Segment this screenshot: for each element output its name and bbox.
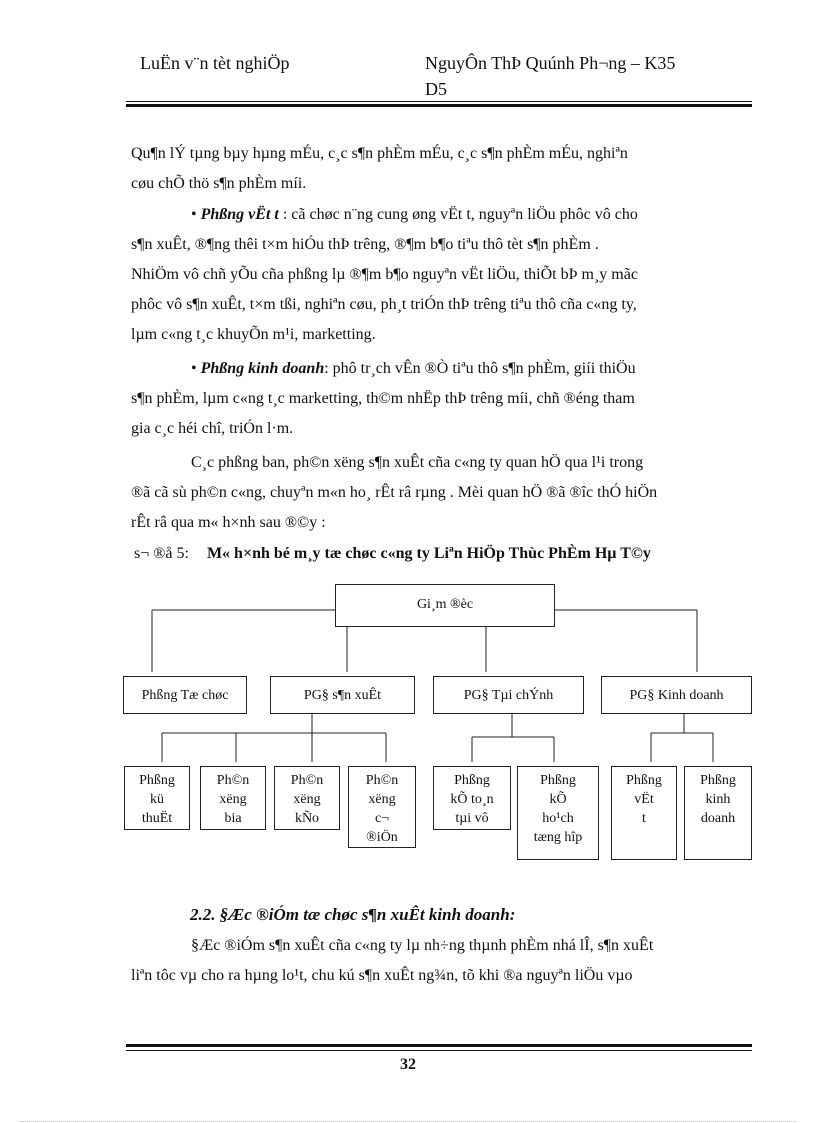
node-text: thuËt [141,811,173,826]
node-workshop-candy [274,766,340,830]
node-dept-planning [517,766,599,860]
p4-line1: C¸c phßng ban, ph©n xëng s¶n xuÊt cña c«ng ty quan hÖ qua l¹i trong [191,454,644,471]
header-class: D5 [425,79,447,99]
section-heading: 2.2. §Æc ®iÓm tæ chøc s¶n xuÊt kinh doanh: [190,905,516,924]
node-text: tµi vô [455,811,489,826]
header-title-left: LuËn v¨n tèt nghiÖp [140,53,290,73]
node-vp-finance: PG§ Tµi chÝnh [433,676,584,714]
p3-line2: s¶n phÈm, lµm c«ng t¸c marketting, th©m nhËp thÞ trêng míi, chñ ®éng tham [131,390,635,407]
node-text: kÕ [549,792,567,807]
p3-label: Phßng kinh doanh [200,360,325,377]
node-workshop-beer [200,766,266,830]
node-text: Phßng [454,773,490,788]
footer-rule-thin [126,1050,752,1051]
p4-line2: ®ã cã sù ph©n c«ng, chuyªn m«n ho¸ rÊt râ rµng . Mèi quan hÖ ®ã ®îc thÓ hiÖn [131,484,658,501]
bullet-icon: • [191,206,197,223]
p2-label: Phßng vËt t [200,206,279,223]
node-text: Phßng [700,773,736,788]
node-text: kÑo [294,811,320,826]
section-line1: §Æc ®iÓm s¶n xuÊt cña c«ng ty lµ nh÷ng thµnh phÈm nhá lÎ, s¶n xuÊt [191,937,654,954]
page-bottom-divider [20,1121,796,1122]
p1-line1: Qu¶n lÝ tµng bµy hµng mÉu, c¸c s¶n phÈm mÉu, c¸c s¶n phÈm mÉu, nghiªn [131,145,628,162]
node-vp-business: PG§ Kinh doanh [601,676,752,714]
caption-prefix: s¬ ®å 5: [134,545,189,562]
node-text: Phßng [139,773,175,788]
node-text: Ph©n [216,773,250,788]
node-text: ®iÖn [366,830,398,845]
node-dept-accounting [433,766,511,830]
node-dept-business [684,766,752,860]
page-number: 32 [400,1056,416,1073]
node-text: doanh [700,811,736,826]
node-text: xëng [293,792,321,807]
node-text: ho¹ch [542,811,574,826]
node-text: Ph©n [290,773,324,788]
section-paragraph [131,931,741,991]
p2-line1-text: : cã chøc n¨ng cung øng vËt t, nguyªn liÖu phôc vô cho [278,206,638,223]
bullet-icon: • [191,360,197,377]
node-text: Phßng [540,773,576,788]
p2-line5: lµm c«ng t¸c khuyÕn m¹i, marketting. [131,326,376,343]
p3-line1-text: : phô tr¸ch vÊn ®Ò tiªu thô s¶n phÈm, giíi thiÖu [324,360,636,377]
p2-line4: phôc vô s¶n xuÊt, t×m tßi, nghiªn cøu, ph¸t triÓn thÞ trêng tiªu thô cña c«ng ty, [131,296,637,313]
node-text: xëng [368,792,396,807]
header-author: NguyÔn ThÞ Quúnh Ph¬ng – K35 [425,53,676,73]
node-text: xëng [219,792,247,807]
footer-rule-thick [126,1044,752,1047]
node-text: vËt [634,792,654,807]
node-text: kü [150,792,164,807]
node-director: Gi¸m ®èc [335,584,555,627]
p1-line2: cøu chÕ thö s¶n phÈm míi. [131,175,307,192]
section-line2: liªn tôc vµ cho ra hµng lo¹t, chu kú s¶n xuÊt ng¾n, tõ khi ®a nguyªn liÖu vµo [131,967,633,984]
p4-line3: rÊt râ qua m« h×nh sau ®©y : [131,514,326,531]
node-text: tæng hîp [533,830,583,845]
node-text: bia [224,811,242,826]
node-dept-technical [124,766,190,830]
node-text: c¬ [374,811,390,826]
node-dept-supplies [611,766,677,860]
node-text: t [642,811,646,826]
p2-line3: NhiÖm vô chñ yÕu cña phßng lµ ®¶m b¶o nguyªn vËt liÖu, thiÕt bÞ m¸y mãc [131,266,638,283]
node-workshop-electromechanical [348,766,416,848]
p2-line2: s¶n xuÊt, ®¶ng thêi t×m hiÓu thÞ trêng, ®¶m b¶o tiªu thô tèt s¶n phÈm . [131,236,599,253]
node-vp-production: PG§ s¶n xuÊt [270,676,415,714]
p3-line3: gia c¸c héi chî, triÓn l·m. [131,420,294,437]
node-text: Phßng [626,773,662,788]
node-dept-organization: Phßng Tæ chøc [123,676,247,714]
node-text: kÕ to¸n [450,792,494,807]
node-text: Ph©n [365,773,399,788]
node-text: kinh [705,792,731,807]
caption-title: M« h×nh bé m¸y tæ chøc c«ng ty Liªn HiÖp Thùc PhÈm Hµ T©y [206,545,651,562]
